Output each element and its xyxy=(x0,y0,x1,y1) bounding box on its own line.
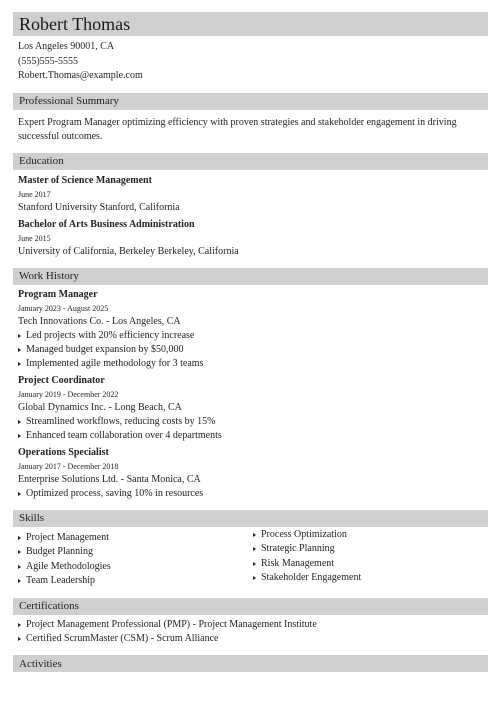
section-header-activities xyxy=(13,655,488,672)
job-bullets xyxy=(18,415,488,444)
bullet-icon xyxy=(18,420,21,424)
date: January 2023 - August 2025 xyxy=(18,303,109,313)
education-entry xyxy=(18,174,488,215)
skill-item: Strategic Planning xyxy=(253,542,488,556)
bullet-icon xyxy=(18,536,21,540)
skill-item: Process Optimization xyxy=(253,528,488,542)
skill-item: Agile Methodologies xyxy=(18,560,253,574)
contact-info xyxy=(13,40,488,84)
job-title: Program Manager xyxy=(18,288,98,300)
bullet-item: Led projects with 20% efficiency increase xyxy=(18,329,488,343)
section-title: Skills xyxy=(19,512,45,525)
email: Robert.Thomas@example.com xyxy=(18,70,143,81)
certification-bullets xyxy=(18,618,488,647)
education-entry xyxy=(18,218,488,259)
skills-left-list xyxy=(18,531,253,589)
section-header-skills xyxy=(13,510,488,527)
bullet-icon xyxy=(18,623,21,627)
bullet-icon xyxy=(18,348,21,352)
bullet-icon xyxy=(253,576,256,580)
bullet-icon xyxy=(18,434,21,438)
section-header-work-history xyxy=(13,268,488,285)
date: June 2015 xyxy=(18,233,51,243)
school: Stanford University Stanford, California xyxy=(18,201,180,213)
section-header-certifications xyxy=(13,598,488,615)
school: University of California, Berkeley Berkeley, California xyxy=(18,245,239,257)
bullet-icon xyxy=(18,362,21,366)
section-title: Activities xyxy=(19,657,62,670)
section-header-summary xyxy=(13,93,488,110)
education-list xyxy=(13,174,488,259)
job-title: Operations Specialist xyxy=(18,446,109,458)
skills-right-list xyxy=(253,528,488,589)
section-title: Professional Summary xyxy=(19,95,119,107)
name-header xyxy=(13,12,488,36)
resume-page xyxy=(13,12,488,672)
summary-text: Expert Program Manager optimizing efficiency with proven strategies and stakeholder engagement in driving successful outcomes. xyxy=(18,116,457,142)
skill-item: Team Leadership xyxy=(18,574,253,588)
bullet-icon xyxy=(253,533,256,537)
skill-item: Project Management xyxy=(18,531,253,545)
job-title: Project Coordinator xyxy=(18,374,105,386)
bullet-item: Enhanced team collaboration over 4 departments xyxy=(18,429,488,443)
company: Enterprise Solutions Ltd. - Santa Monica, CA xyxy=(18,473,201,485)
skills-columns xyxy=(13,528,488,589)
degree: Bachelor of Arts Business Administration xyxy=(18,218,195,230)
bullet-icon xyxy=(18,550,21,554)
company: Tech Innovations Co. - Los Angeles, CA xyxy=(18,315,181,327)
bullet-icon xyxy=(18,565,21,569)
job-bullets xyxy=(18,487,488,501)
bullet-icon xyxy=(18,579,21,583)
date: January 2017 - December 2018 xyxy=(18,461,119,471)
skill-item: Stakeholder Engagement xyxy=(253,571,488,585)
bullet-icon xyxy=(18,637,21,641)
work-list xyxy=(13,288,488,501)
skill-item: Risk Management xyxy=(253,557,488,571)
certification-item: Certified ScrumMaster (CSM) - Scrum Alliance xyxy=(18,632,488,646)
bullet-icon xyxy=(18,334,21,338)
date: June 2017 xyxy=(18,189,51,199)
bullet-icon xyxy=(253,562,256,566)
phone: (555)555-5555 xyxy=(18,55,78,67)
bullet-icon xyxy=(253,547,256,551)
job-bullets xyxy=(18,329,488,372)
bullet-item: Streamlined workflows, reducing costs by 15% xyxy=(18,415,488,429)
section-title: Work History xyxy=(19,270,79,282)
job-entry xyxy=(18,446,488,501)
bullet-item: Managed budget expansion by $50,000 xyxy=(18,343,488,357)
address: Los Angeles 90001, CA xyxy=(18,41,115,52)
section-header-education xyxy=(13,153,488,170)
section-title: Education xyxy=(19,155,64,167)
bullet-item: Implemented agile methodology for 3 teams xyxy=(18,357,488,371)
company: Global Dynamics Inc. - Long Beach, CA xyxy=(18,401,182,413)
certifications-list xyxy=(13,618,488,647)
degree: Master of Science Management xyxy=(18,174,152,186)
section-title: Certifications xyxy=(19,600,79,613)
candidate-name: Robert Thomas xyxy=(19,13,131,34)
date: January 2019 - December 2022 xyxy=(18,389,119,399)
job-entry xyxy=(18,374,488,444)
skill-item: Budget Planning xyxy=(18,545,253,559)
bullet-item: Optimized process, saving 10% in resources xyxy=(18,487,488,501)
bullet-icon xyxy=(18,492,21,496)
certification-item: Project Management Professional (PMP) - Project Management Institute xyxy=(18,618,488,632)
job-entry xyxy=(18,288,488,372)
